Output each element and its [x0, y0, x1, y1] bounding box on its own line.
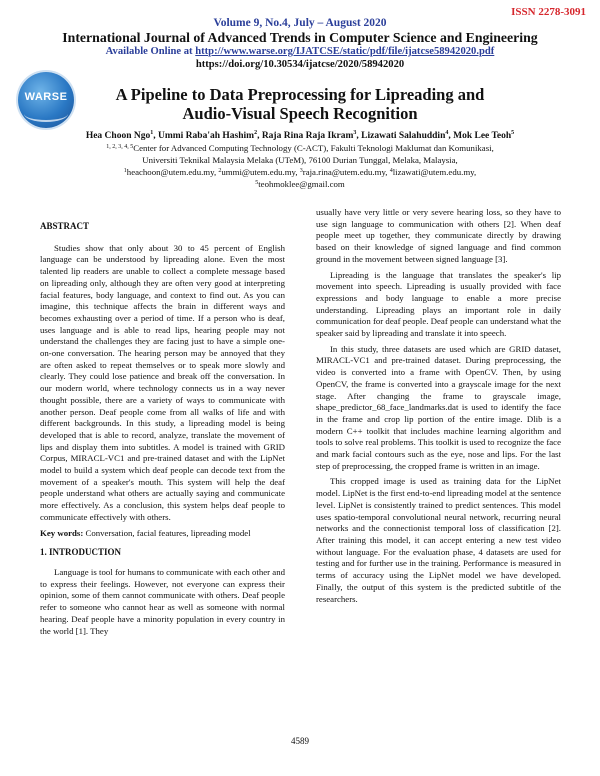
- email-link[interactable]: ummi@utem.edu.my,: [221, 167, 300, 177]
- email-link[interactable]: lizawati@utem.edu.my,: [392, 167, 477, 177]
- keywords-text: Conversation, facial features, lipreading model: [85, 527, 251, 538]
- introduction-heading: 1. INTRODUCTION: [40, 547, 122, 558]
- email-sup: 1: [123, 168, 127, 174]
- title-line-1: A Pipeline to Data Preprocessing for Lipreading and: [115, 85, 485, 104]
- author-sup: 1: [150, 130, 154, 136]
- paragraph: This cropped image is used as training data for the LipNet model. LipNet is the first end-to-end lipreading model at the sentence level. LipNet is consistently trained to predict sentences. This model uses spatio-temporal convolutional neural network, recurring neural networks and the connectionist temporal loss of classification [2]. After training this model, it can accept entering a new test video without language. For the evaluation phase, 4 datasets are used for testing and for further use in the training. Performance is measured in terms of accuracy using the LipNet model we have developed. Finally, the output of this system is the predicted subtitle of the researchers.: [316, 476, 562, 604]
- abstract-text: Studies show that only about 30 to 45 percent of English language can be understood by lipreading alone. Even the most talented lip readers are unable to collect a complete message based on lipreading only, although they are often very good at interpreting facial features, body language, and context to find out. As you can imagine, this technique affects the brain in different ways and becomes exhausting over a period of time. If a person who is deaf, uses language and is able to read lips, hearing people may not understand the challenges they are facing just to have a simple one-on-one conversation. The hearing person may be annoyed that they are often asked to repeat themselves or to speak more slowly and clearly. They could lose patience and break off the conversation. In our modern world, where technology connects us in a way never thought possible, there are a variety of ways to communicate with another person. Deaf people come from all walks of life and with different backgrounds. In this study, a lipreading model is being developed that is able to record, analyze, translate the movement of lips and display them into subtitles. A model is trained with GRID Corpus, MIRACL-VC1 and pre-trained dataset and with the LipNet model to build a system which deaf people can decode text from the movement of a speaker's mouth. This system will help the deaf people understand what others are actually saying and communicate more effectively. As a conclusion, this system helps deaf people to communicate effectively with others.: [40, 242, 285, 522]
- author-name: Hea Choon Ngo: [85, 131, 151, 141]
- affiliation-text: Center for Advanced Computing Technology (C-ACT), Fakulti Teknologi Maklumat dan Komunikasi,: [133, 143, 494, 153]
- email-link[interactable]: teohmoklee@gmail.com: [258, 179, 345, 189]
- availability-prefix: Available Online at: [105, 46, 196, 57]
- author-name: Ummi Raba'ah Hashim: [157, 131, 255, 141]
- email-sup: 2: [218, 168, 222, 174]
- author-sup: 5: [511, 130, 515, 136]
- email-sup: 3: [299, 168, 303, 174]
- author-name: Lizawati Salahuddin: [361, 131, 446, 141]
- title-line-2: Audio-Visual Speech Recognition: [182, 104, 418, 123]
- affiliation-sup: 1, 2, 3, 4, 5: [106, 144, 134, 150]
- email-line: [0, 167, 600, 179]
- author-sup: 2: [254, 130, 258, 136]
- author-name: Mok Lee Teoh: [453, 131, 512, 141]
- author-sup: 3: [353, 130, 357, 136]
- author-name: Raja Rina Raja Ikram: [261, 131, 354, 141]
- journal-name: International Journal of Advanced Trends in Computer Science and Engineering: [62, 30, 538, 45]
- email-sup: 5: [255, 180, 259, 186]
- warse-logo-text: WARSE: [24, 91, 68, 103]
- doi-link[interactable]: https://doi.org/10.30534/ijatcse/2020/58942020: [195, 59, 405, 70]
- introduction-text: Language is tool for humans to communicate with each other and to express their feelings. However, not everyone can express their opinion, some of them cannot communicate with others. Deaf people refer to someone who cannot hear as well as someone with normal hearing. Deaf people have a minority population in every country in the world [1]. They: [40, 566, 285, 636]
- left-column: [40, 221, 285, 641]
- keywords-line: [40, 528, 285, 540]
- availability-line: [0, 46, 600, 57]
- paragraph: In this study, three datasets are used which are GRID dataset, MIRACL-VC1 and pre-trained dataset. During preprocessing, the video is converted into a frame with OpenCV. Then, by using OpenCV, the frame is converted into a grayscale image for the next stage. After changing the frame to grayscale image, shape_predictor_68_face_landmarks.dat is used to identify the face in the frame and crop lip portion of the entire image. Dlib is a modern C++ toolkit that includes machine learning algorithm and tools to solve real problems. This toolkit is used to recognize the face and mark facial contours such as the eye, nose and lips. For the last step of preprocessing, the cropped frame is written in an image.: [316, 343, 561, 471]
- right-column: [316, 207, 561, 609]
- keywords-label: Key words:: [40, 527, 86, 538]
- pdf-link[interactable]: http://www.warse.org/IJATCSE/static/pdf/file/ijatcse58942020.pdf: [195, 46, 495, 57]
- paper-title: [80, 85, 520, 123]
- warse-logo: [18, 72, 74, 128]
- author-list: Hea Choon Ngo$^1$, Ummi Raba'ah Hashim$^2$, Raja Rina Raja Ikram$^3$, Lizawati Salahuddin$^4$, Mok Lee Teoh$^5$: [85, 130, 515, 141]
- email-link[interactable]: raja.rina@utem.edu.my,: [302, 167, 390, 177]
- issn-label: ISSN 2278-3091: [511, 6, 586, 18]
- author-sup: 4: [445, 130, 449, 136]
- paragraph: Lipreading is the language that translates the speaker's lip movement into speech. Lipreading is usually provided with face expressions and body language to enable a more precise understanding. Lipreading plays an important role in daily communication for deaf people. Deaf people can understand what the speaker said by lipreading and translate it into speech.: [316, 269, 561, 339]
- email-sup: 4: [389, 168, 393, 174]
- affiliation-line-1: [0, 143, 600, 155]
- volume-line: Volume 9, No.4, July – August 2020: [213, 17, 387, 29]
- abstract-heading: ABSTRACT: [40, 221, 90, 231]
- paragraph: usually have very little or very severe hearing loss, so they have to use sign language to communication with others [2]. When deaf people meet up together, they communicate directly by drawing based on their knowledge of signed language and find common ground in the movement between signed language [3].: [316, 207, 561, 264]
- email-link[interactable]: heachoon@utem.edu.my,: [126, 167, 219, 177]
- page-number: 4589: [291, 736, 309, 746]
- affiliation-line-2: Universiti Teknikal Malaysia Melaka (UTeM), 76100 Durian Tunggal, Melaka, Malaysia,: [142, 155, 458, 165]
- logo-arc-icon: [24, 106, 68, 122]
- email-line-2: [0, 179, 600, 191]
